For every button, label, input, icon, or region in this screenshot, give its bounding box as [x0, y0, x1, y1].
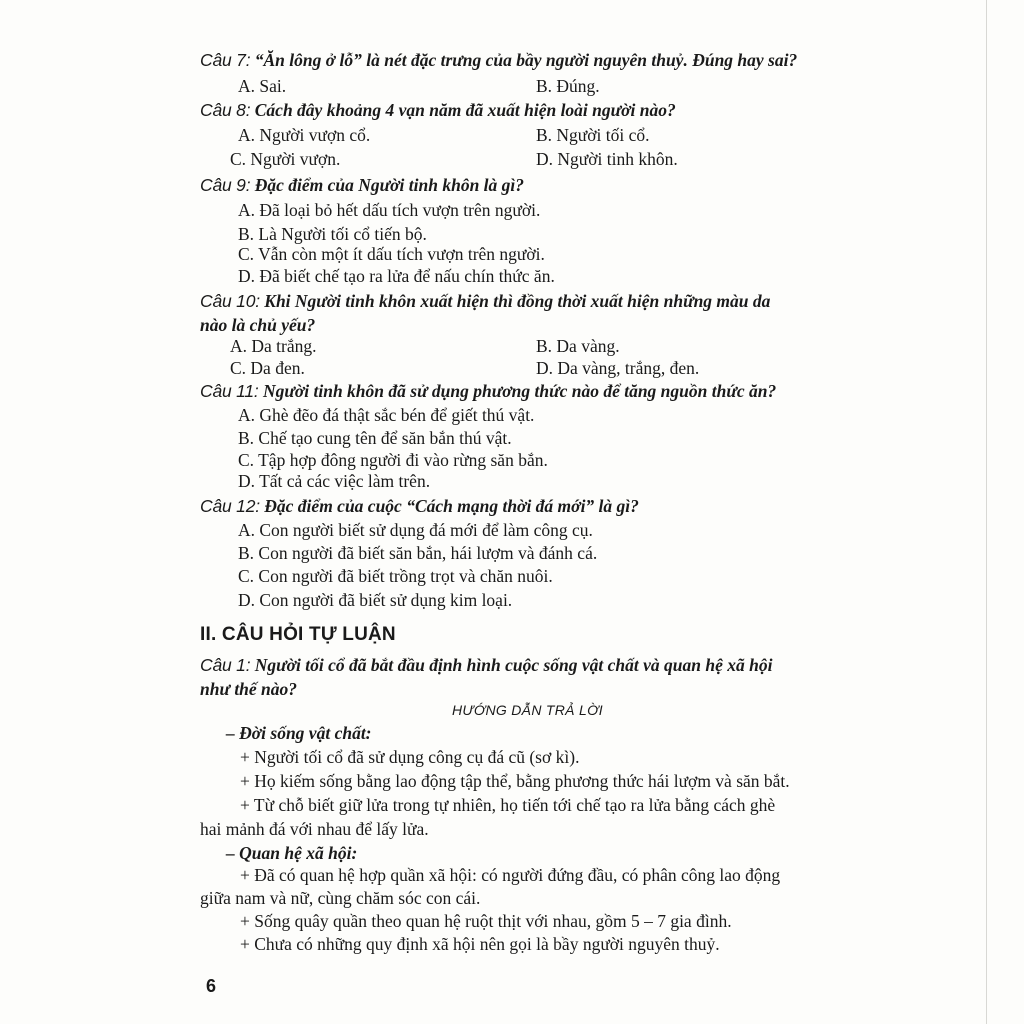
question-text: Đặc điểm của Người tinh khôn là gì?	[250, 175, 525, 195]
question-text: Đặc điểm của cuộc “Cách mạng thời đá mới” là gì?	[259, 496, 639, 516]
question-8-option-c: C. Người vượn.	[230, 149, 341, 169]
question-9-option-d: D. Đã biết chế tạo ra lửa để nấu chín thức ăn.	[238, 266, 555, 286]
social-point: + Sống quây quần theo quan hệ ruột thịt với nhau, gồm 5 – 7 gia đình.	[240, 911, 732, 931]
question-10-option-c: C. Da đen.	[230, 358, 305, 378]
question-7	[200, 49, 797, 71]
question-7-option-b: B. Đúng.	[536, 76, 600, 96]
material-point: + Từ chỗ biết giữ lửa trong tự nhiên, họ tiến tới chế tạo ra lửa bằng cách ghè	[240, 795, 776, 815]
question-10-continuation: nào là chủ yếu?	[200, 315, 316, 335]
question-11-option-c: C. Tập hợp đông người đi vào rừng săn bắn.	[238, 450, 548, 470]
question-10-option-a: A. Da trắng.	[230, 336, 317, 356]
page-number: 6	[206, 976, 217, 996]
material-point-continuation: hai mảnh đá với nhau để lấy lửa.	[200, 819, 429, 839]
social-point: + Đã có quan hệ hợp quần xã hội: có người đứng đầu, có phân công lao động	[240, 865, 781, 885]
question-9-option-a: A. Đã loại bỏ hết dấu tích vượn trên người.	[238, 200, 541, 220]
material-point: + Họ kiếm sống bằng lao động tập thể, bằng phương thức hái lượm và săn bắt.	[240, 771, 790, 791]
question-9-option-b: B. Là Người tối cổ tiến bộ.	[238, 224, 427, 244]
question-label: Câu 7:	[200, 50, 251, 70]
social-relations-heading: – Quan hệ xã hội:	[226, 843, 358, 863]
question-8	[200, 99, 676, 121]
question-text: Khi Người tinh khôn xuất hiện thì đồng thời xuất hiện những màu da	[259, 291, 771, 311]
question-label: Câu 9:	[200, 175, 251, 195]
material-life-heading: – Đời sống vật chất:	[226, 723, 372, 743]
question-text: Người tối cổ đã bắt đầu định hình cuộc sống vật chất và quan hệ xã hội	[250, 655, 773, 675]
question-8-option-d: D. Người tinh khôn.	[536, 149, 678, 169]
question-8-option-b: B. Người tối cổ.	[536, 125, 650, 145]
question-11-option-d: D. Tất cả các việc làm trên.	[238, 471, 431, 491]
question-8-option-a: A. Người vượn cổ.	[238, 125, 371, 145]
question-10	[200, 290, 770, 312]
essay-question-1	[200, 654, 772, 676]
page-edge-divider	[986, 0, 987, 1024]
answer-guide-heading: HƯỚNG DẪN TRẢ LỜI	[452, 702, 603, 718]
essay-question-1-continuation: như thế nào?	[200, 679, 298, 699]
section-title: II. CÂU HỎI TỰ LUẬN	[200, 624, 396, 645]
question-label: Câu 10:	[200, 291, 260, 311]
question-9-option-c: C. Vẫn còn một ít dấu tích vượn trên người.	[238, 244, 545, 264]
question-label: Câu 12:	[200, 496, 260, 516]
question-11-option-b: B. Chế tạo cung tên để săn bắn thú vật.	[238, 428, 512, 448]
question-12-option-c: C. Con người đã biết trồng trọt và chăn nuôi.	[238, 566, 553, 586]
question-label: Câu 8:	[200, 100, 251, 120]
question-10-option-d: D. Da vàng, trắng, đen.	[536, 358, 700, 378]
question-12	[200, 495, 639, 517]
social-point: + Chưa có những quy định xã hội nên gọi là bầy người nguyên thuỷ.	[240, 934, 720, 954]
question-label: Câu 1:	[200, 655, 251, 675]
question-12-option-b: B. Con người đã biết săn bắn, hái lượm và đánh cá.	[238, 543, 598, 563]
question-12-option-a: A. Con người biết sử dụng đá mới để làm công cụ.	[238, 520, 593, 540]
question-11-option-a: A. Ghè đẽo đá thật sắc bén để giết thú vật.	[238, 405, 535, 425]
question-11	[200, 380, 776, 402]
social-point-continuation: giữa nam và nữ, cùng chăm sóc con cái.	[200, 888, 481, 908]
question-text: Cách đây khoảng 4 vạn năm đã xuất hiện loài người nào?	[250, 100, 676, 120]
question-text: Người tinh khôn đã sử dụng phương thức nào để tăng nguồn thức ăn?	[258, 381, 777, 401]
question-label: Câu 11:	[200, 381, 259, 401]
question-10-option-b: B. Da vàng.	[536, 336, 620, 356]
question-12-option-d: D. Con người đã biết sử dụng kim loại.	[238, 590, 513, 610]
question-7-option-a: A. Sai.	[238, 76, 287, 96]
question-text: “Ăn lông ở lỗ” là nét đặc trưng của bầy người nguyên thuỷ. Đúng hay sai?	[250, 50, 798, 70]
material-point: + Người tối cổ đã sử dụng công cụ đá cũ (sơ kì).	[240, 747, 580, 767]
question-9	[200, 174, 524, 196]
